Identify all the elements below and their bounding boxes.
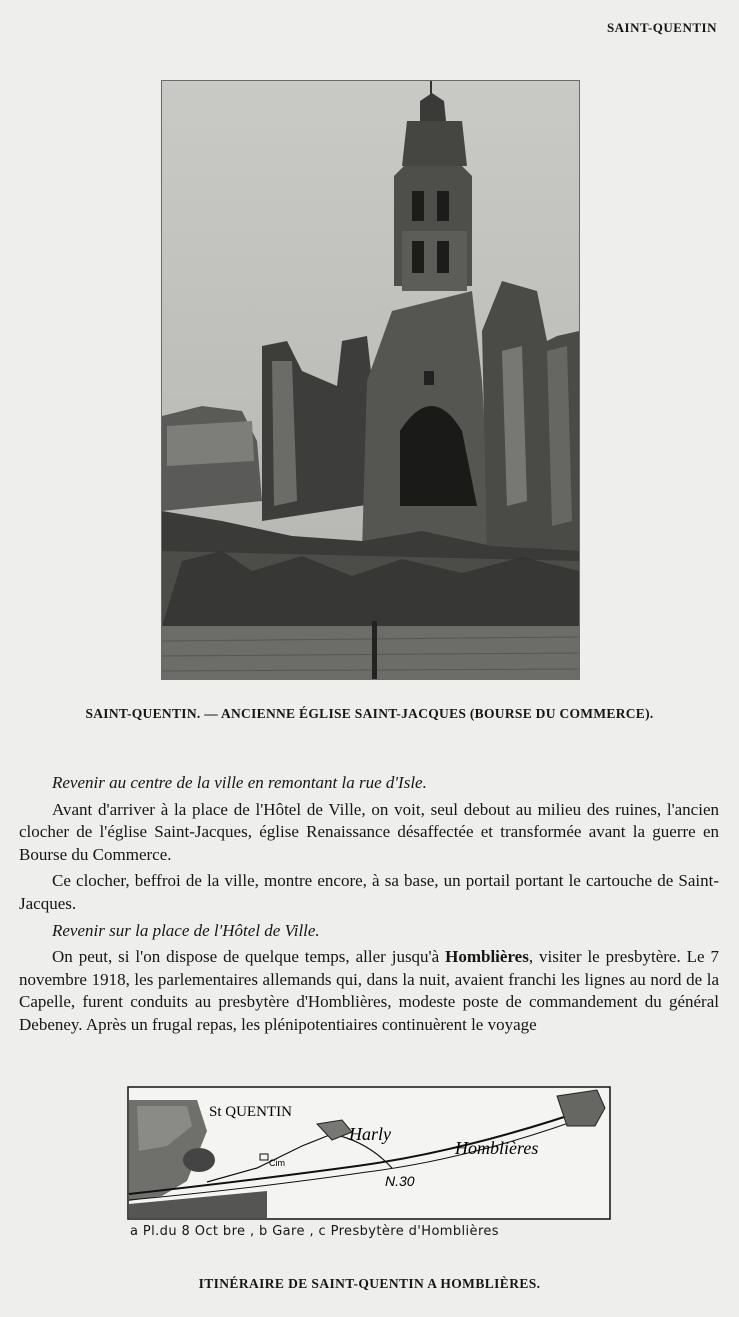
p5-text-after: , visiter le presbytère. Le 7 novembre 1918, les parlementaires allemands qui, dans la nuit, avaient franchi les lignes au nord de la Capelle, furent conduits au presbytère d'Homblières, modeste poste de commandement du général Debeney. Après un frugal repas, les plénipotentiaires continuèrent le voyage (19, 947, 719, 1034)
church-ruins-illustration (162, 81, 579, 679)
itinerary-map (127, 1086, 611, 1220)
label-st-quentin: St QUENTIN (209, 1104, 292, 1120)
paragraph-route-2: Revenir sur la place de l'Hôtel de Ville. (52, 920, 320, 940)
label-harly: Harly (349, 1124, 391, 1144)
p5-text-before: On peut, si l'on dispose de quelque temps, aller jusqu'à (52, 947, 446, 967)
map-caption: ITINÉRAIRE DE SAINT-QUENTIN A HOMBLIÈRES. (198, 1276, 541, 1291)
paragraph-saint-jacques: Avant d'arriver à la place de l'Hôtel de Ville, on voit, seul debout au milieu des ruines, l'ancien clocher de l'église Saint-Jacques, église Renaissance désaffectée et transformée avant la guerre en Bourse du Commerce. (19, 799, 719, 864)
paragraph-clocher: Ce clocher, beffroi de la ville, montre encore, à sa base, un portail portant le cartouche de Saint-Jacques. (19, 871, 719, 913)
body-text (19, 772, 719, 1041)
map-legend: a Pl.du 8 Oct bre , b Gare , c Presbytère d'Homblières (130, 1224, 499, 1239)
label-n30: N.30 (385, 1173, 415, 1189)
map-drawing (127, 1086, 611, 1220)
church-photo (161, 80, 580, 680)
paragraph-homblieres (19, 946, 719, 1036)
place-homblieres: Homblières (445, 947, 529, 967)
label-cimetiere: Cim (269, 1158, 285, 1168)
running-head: SAINT-QUENTIN (606, 20, 717, 35)
photo-caption: SAINT-QUENTIN. — ANCIENNE ÉGLISE SAINT-JACQUES (BOURSE DU COMMERCE). (85, 706, 654, 721)
label-homblieres: Homblières (455, 1138, 539, 1158)
paragraph-route-1: Revenir au centre de la ville en remontant la rue d'Isle. (52, 773, 427, 792)
